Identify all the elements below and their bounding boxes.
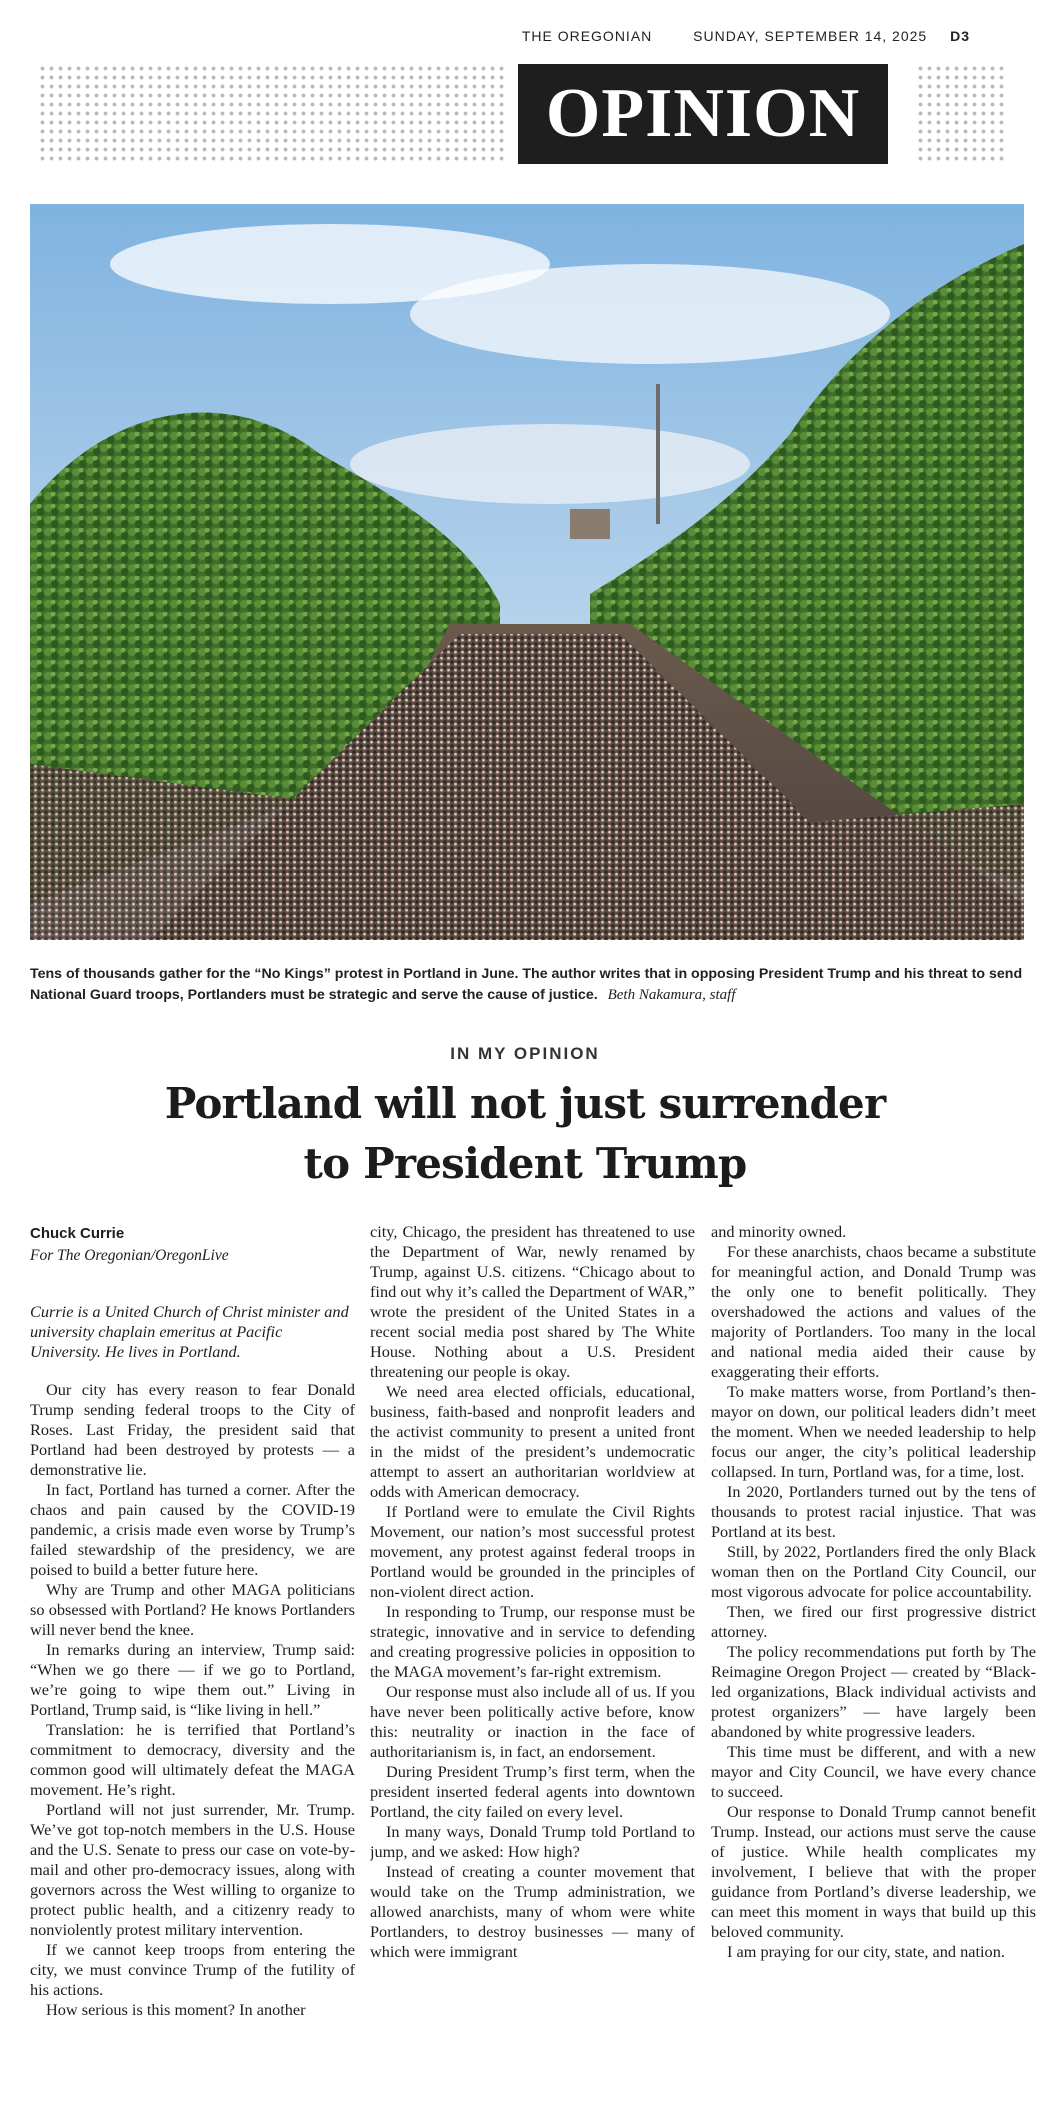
article-headline [100,1074,950,1194]
photo-caption [30,964,1024,1006]
crowd-photo [30,204,1024,940]
author-name: Chuck Currie [30,1225,125,1242]
paragraph: Translation: he is terrified that Portland’s commitment to democracy, diversity and the common good will ultimately defeat the MAGA movement. He’s right. [30,1720,355,1799]
paragraph: Portland will not just surrender, Mr. Trump. We’ve got top-notch members in the U.S. House and the U.S. Senate to press our case on vote-by-mail and other pro-democracy issues, along with governors across the West willing to organize to protect public health, and a citizenry ready to nonviolently protest military intervention. [30,1800,355,1939]
paragraph: During President Trump’s first term, when the president inserted federal agents into downtown Portland, the city failed on every level. [370,1762,695,1821]
paragraph-continued: and minority owned. [711,1222,847,1241]
paragraph: How serious is this moment? In another [46,2000,306,2019]
paragraph: Then, we fired our first progressive district attorney. [711,1602,1036,1641]
section-title: OPINION [518,64,888,164]
paragraph: In responding to Trump, our response must be strategic, innovative and in service to defending and creating progressive policies in opposition to the MAGA movement’s far-right extremism. [370,1602,695,1681]
article-column-3 [711,1222,1036,2092]
author-affiliation: For The Oregonian/OregonLive [30,1247,229,1264]
paragraph: To make matters worse, from Portland’s then-mayor on down, our political leaders didn’t meet the moment. When we needed leadership to help focus our anger, the city’s political leadership collapsed. In turn, Portland was, for a time, lost. [711,1382,1036,1481]
paragraph: In remarks during an interview, Trump said: “When we go there — if we go to Portland, we’re going to wipe them out.” Living in Portland, Trump said, is “like living in hell.” [30,1640,355,1719]
paragraph: Our response must also include all of us. If you have never been politically active before, know this: neutrality or inaction in the face of authoritarianism is, in fact, an endorsement. [370,1682,695,1761]
issue-date: SUNDAY, SEPTEMBER 14, 2025 [693,28,928,44]
paragraph: We need area elected officials, educational, business, faith-based and nonprofit leaders and the activist community to present a united front in the midst of the president’s undemocratic attempt to assert an authoritarian worldview at odds with American democracy. [370,1382,695,1501]
paragraph: If Portland were to emulate the Civil Rights Movement, our nation’s most successful protest movement, any protest against federal troops in Portland would be grounded in the principles of non-violent direct action. [370,1502,695,1601]
author-bio: Currie is a United Church of Christ minister and university chaplain emeritus at Pacific University. He lives in Portland. [30,1302,349,1361]
page-header-line [486,28,970,44]
photo-credit: Beth Nakamura, staff [607,987,736,1003]
headline-line: Portland will not just surrender [164,1079,886,1128]
paragraph: Still, by 2022, Portlanders fired the only Black woman then on the Portland City Council, our most vigorous advocate for police accountability. [711,1542,1036,1601]
paragraph: In 2020, Portlanders turned out by the tens of thousands to protest racial injustice. That was Portland at its best. [711,1482,1036,1541]
paragraph: If we cannot keep troops from entering the city, we must convince Trump of the futility of his actions. [30,1940,355,1999]
paragraph: Our city has every reason to fear Donald Trump sending federal troops to the City of Roses. Last Friday, the president said that Portland had been destroyed by protests — a demonstrative lie. [30,1380,355,1479]
section-kicker: IN MY OPINION [450,1044,600,1063]
dot-pattern-right [916,64,1004,164]
headline-line: to President Trump [303,1139,747,1188]
page-number: D3 [950,28,970,44]
paragraph-continued: city, Chicago, the president has threatened to use the Department of War, newly renamed by Trump, against U.S. citizens. “Chicago about to find out why it’s called the Department of WAR,” wrote the president of the United States in a recent social media post shared by The White House. Nothing about a U.S. President threatening our people is okay. [370,1222,695,1381]
paragraph: I am praying for our city, state, and nation. [727,1942,1005,1961]
paragraph: For these anarchists, chaos became a substitute for meaningful action, and Donald Trump was the only one to benefit politically. They overshadowed the actions and values of the majority of Portlanders. Too many in the local and national media aided their cause by exaggerating their efforts. [711,1242,1036,1381]
paragraph: Instead of creating a counter movement that would take on the Trump administration, we allowed anarchists, many of whom were white Portlanders, to destroy businesses — many of which were immigrant [370,1862,695,1961]
paragraph: This time must be different, and with a new mayor and City Council, we have every chance to succeed. [711,1742,1036,1801]
article-column-1 [30,1224,355,2094]
paragraph: Our response to Donald Trump cannot benefit Trump. Instead, our actions must serve the cause of justice. While health complicates my involvement, I believe that with the proper guidance from Portland’s diverse leadership, we can meet this moment in ways that build up this beloved community. [711,1802,1036,1941]
newspaper-name: THE OREGONIAN [521,28,653,44]
caption-text: Tens of thousands gather for the “No Kings” protest in Portland in June. The author writes that in opposing President Trump and his threat to send National Guard troops, Portlanders must be strategic and serve the cause of justice. [30,966,1023,1003]
crowd-photo-illustration [30,204,1024,940]
paragraph: Why are Trump and other MAGA politicians so obsessed with Portland? He knows Portlanders will never bend the knee. [30,1580,355,1639]
paragraph: In fact, Portland has turned a corner. After the chaos and pain caused by the COVID-19 pandemic, a crisis made even worse by Trump’s failed stewardship of the presidency, we are poised to build a better future here. [30,1480,355,1579]
article-column-2 [370,1222,695,2092]
dot-pattern-left [38,64,508,164]
paragraph: In many ways, Donald Trump told Portland to jump, and we asked: How high? [370,1822,695,1861]
paragraph: The policy recommendations put forth by The Reimagine Oregon Project — created by “Black-led organizations, Black individual activists and protest organizers” — have largely been abandoned by white progressive leaders. [711,1642,1036,1741]
